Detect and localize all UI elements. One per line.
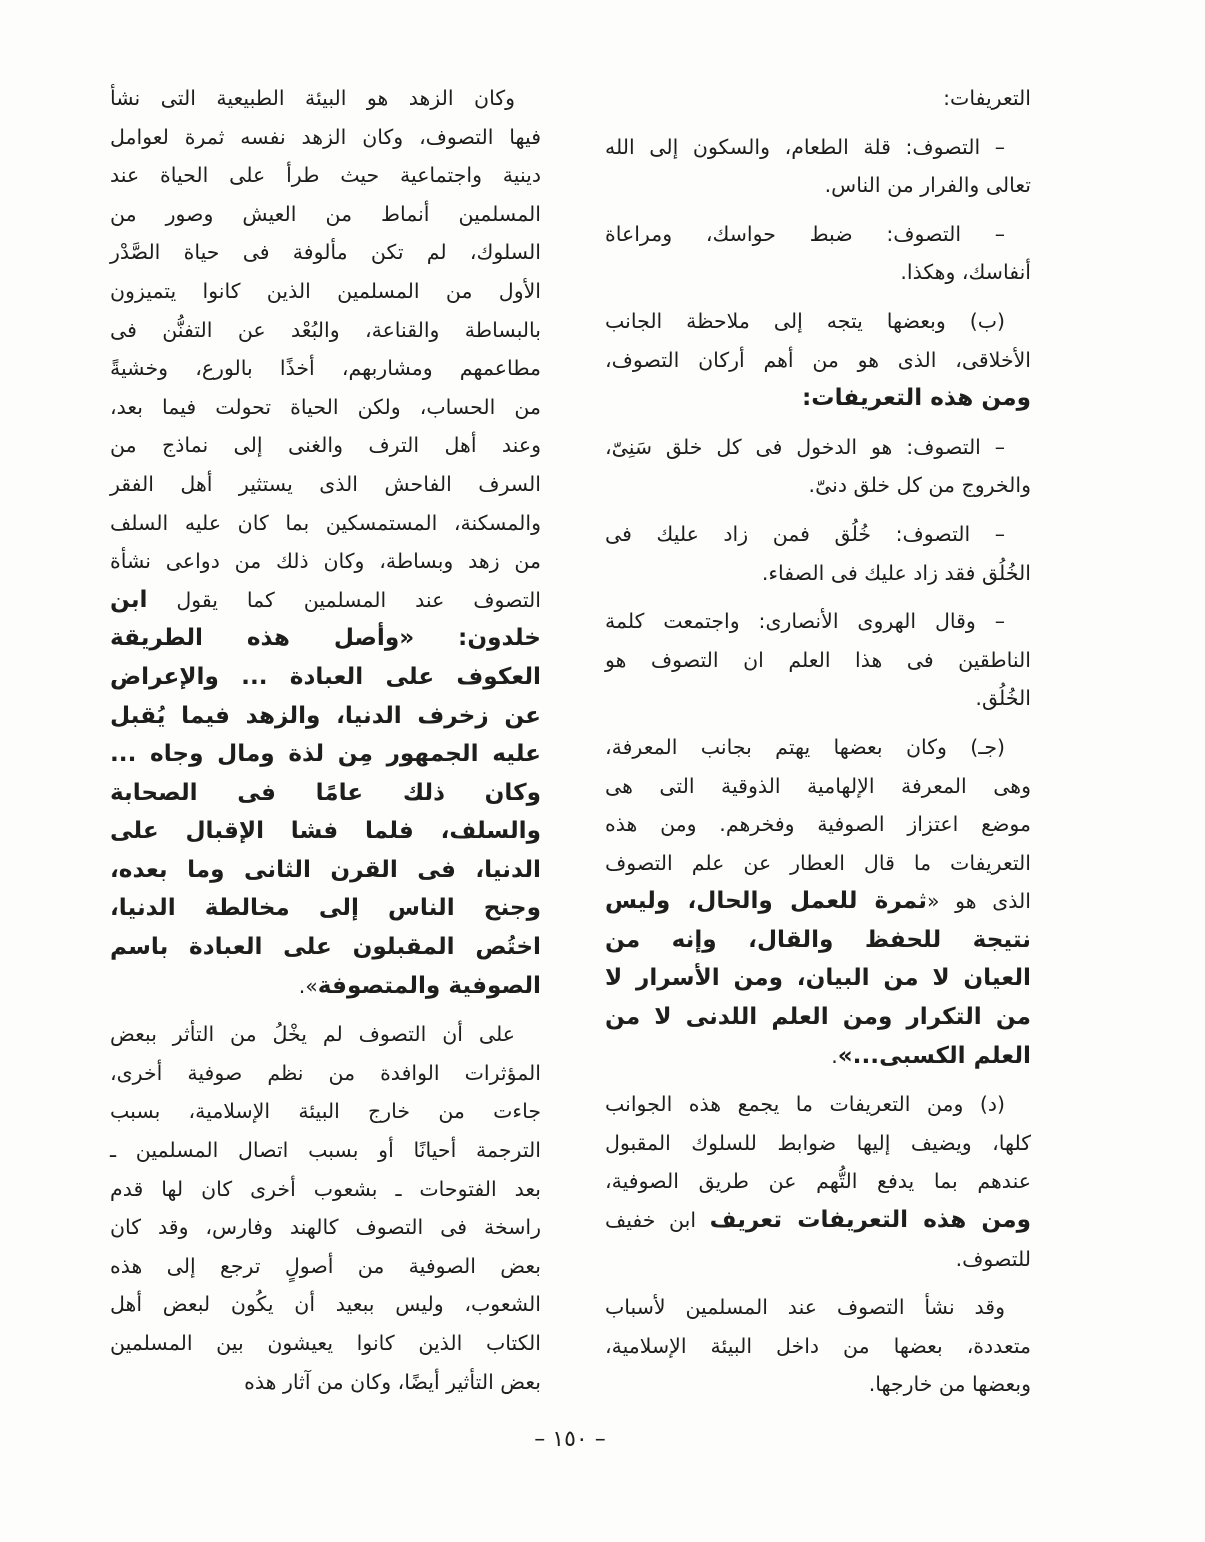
paragraph (605, 602, 1031, 718)
text-line: والخروج من كل خلق دنىّ. (808, 473, 1031, 498)
bold-text: ومن هذه التعريفات: (802, 385, 1031, 412)
bold-text: وجنح الناس إلى مخالطة الدنيا، (110, 895, 541, 922)
text-line: بعض التأثير أيضًا، وكان من آثار هذه (244, 1369, 541, 1394)
text-line: بعض الصوفية من أصولٍ ترجع إلى هذه (110, 1253, 541, 1278)
bold-text: عن زخرف الدنيا، والزهد فيما يُقبل (110, 702, 541, 729)
text-line (605, 959, 1031, 998)
bold-text: الصوفية والمتصوفة (317, 972, 541, 999)
text-line: – وقال الهروى الأنصارى: واجتمعت كلمة (605, 609, 1005, 634)
bold-text: عليه الجمهور مِن لذة ومال وجاه ... (110, 741, 541, 768)
text-line (605, 1037, 1031, 1076)
text-line: متعددة، بعضها من داخل البيئة الإسلامية، (605, 1333, 1031, 1358)
paragraph (605, 302, 1031, 418)
text-line: من زهد وبساطة، وكان ذلك من دواعى نشأة (110, 549, 541, 574)
text-line: والمسكنة، المستمسكين بما كان عليه السلف (110, 510, 541, 535)
text-line: – التصوف: هو الدخول فى كل خلق سَنِىّ، (605, 434, 1005, 459)
text-line (605, 998, 1031, 1037)
bold-text: ابن (110, 586, 148, 613)
text-line: عندهم بما يدفع التُّهم عن طريق الصوفية، (605, 1169, 1031, 1194)
bold-text: خلدون: «وأصل هذه الطريقة (110, 625, 541, 652)
text-line (605, 1201, 1031, 1240)
paragraph (110, 79, 541, 1005)
bold-text: العلم الكسبى...» (837, 1042, 1031, 1069)
text-line: كلها، ويضيف إليها ضوابط للسلوك المقبول (605, 1130, 1031, 1155)
text-line: وكان الزهد هو البيئة الطبيعية التى نشأ (110, 86, 515, 110)
text-line: (جـ) وكان بعضها يهتم بجانب المعرفة، (605, 734, 1005, 759)
text-line: (د) ومن التعريفات ما يجمع هذه الجوانب (605, 1092, 1005, 1117)
text-segment: الذى هو « (926, 889, 1031, 914)
bold-text: نتيجة للحفظ والقال، وإنه من (605, 926, 1031, 953)
bold-text: والسلف، فلما فشا الإقبال على (110, 818, 541, 845)
left-column (110, 79, 541, 1401)
text-line: – التصوف: ضبط حواسك، ومراعاة (605, 221, 1005, 246)
bold-text: اختُص المقبلون على العبادة باسم (110, 934, 541, 961)
text-line (110, 812, 541, 851)
text-line: السلوك، لم تكن مألوفة فى حياة الصَّدْر (110, 240, 541, 265)
text-line: الخُلُق. (975, 686, 1031, 711)
text-line: الترجمة أحيانًا أو بسبب اتصال المسلمين ـ (110, 1138, 541, 1163)
text-line (110, 967, 541, 1006)
text-line (110, 697, 541, 736)
text-line (605, 882, 1031, 921)
text-line: الشعوب، وليس ببعيد أن يكُون لبعض أهل (110, 1292, 541, 1317)
paragraph (110, 1015, 541, 1401)
text-segment: ». (298, 973, 318, 998)
paragraph (605, 215, 1031, 292)
text-line: للتصوف. (955, 1246, 1031, 1271)
bold-text: وكان ذلك عامًا فى الصحابة (110, 779, 541, 806)
bold-text: العيان لا من البيان، ومن الأسرار لا (605, 965, 1031, 992)
text-line (605, 379, 1031, 418)
text-line: موضع اعتزاز الصوفية وفخرهم. ومن هذه (605, 812, 1031, 837)
text-line: المؤثرات الوافدة من نظم صوفية أخرى، (110, 1060, 541, 1085)
right-column (605, 79, 1031, 1404)
bold-text: ومن هذه التعريفات تعريف (709, 1207, 1031, 1234)
text-line (110, 889, 541, 928)
text-line (110, 928, 541, 967)
paragraph (605, 1288, 1031, 1404)
bold-text: الدنيا، فى القرن الثانى وما بعده، (110, 856, 541, 883)
text-line (110, 581, 541, 620)
text-line: وعند أهل الترف والغنى إلى نماذج من (110, 433, 541, 458)
text-line: الناطقين فى هذا العلم ان التصوف هو (605, 647, 1031, 672)
text-line: الخُلُق فقد زاد عليك فى الصفاء. (761, 560, 1031, 585)
text-line: الأخلاقى، الذى هو من أهم أركان التصوف، (605, 347, 1031, 372)
paragraph (605, 428, 1031, 505)
bold-text: العكوف على العبادة ... والإعراض (110, 663, 541, 690)
paragraph (605, 515, 1031, 592)
text-segment: ابن خفيف (605, 1208, 710, 1233)
text-line: وهى المعرفة الإلهامية الذوقية التى هى (605, 773, 1031, 798)
text-line: تعالى والفرار من الناس. (824, 173, 1031, 198)
text-line: التعريفات ما قال العطار عن علم التصوف (605, 850, 1031, 875)
text-line: – التصوف: خُلُق فمن زاد عليك فى (605, 521, 1005, 546)
text-line: فيها التصوف، وكان الزهد نفسه ثمرة لعوامل (110, 124, 541, 149)
text-line (110, 851, 541, 890)
text-line: راسخة فى التصوف كالهند وفارس، وقد كان (110, 1215, 541, 1240)
text-line: (ب) وبعضها يتجه إلى ملاحظة الجانب (605, 308, 1005, 333)
text-line (110, 735, 541, 774)
text-line: على أن التصوف لم يخْلُ من التأثر ببعض (110, 1022, 515, 1047)
text-line: بعد الفتوحات ـ بشعوب أخرى كان لها قدم (110, 1176, 541, 1201)
text-line: بالبساطة والقناعة، والبُعْد عن التفنُّن فى (110, 317, 541, 342)
text-line: المسلمين أنماط من العيش وصور من (110, 201, 541, 226)
page-number: – ١٥٠ – (534, 1427, 606, 1452)
paragraph (605, 728, 1031, 1075)
text-line: مطاعمهم ومشاربهم، أخذًا بالورع، وخشيةً (110, 356, 541, 381)
text-segment: . (831, 1043, 838, 1068)
text-line: السرف الفاحش الذى يستثير أهل الفقر (110, 471, 541, 496)
paragraph (605, 128, 1031, 205)
text-line: دينية واجتماعية حيث طرأ على الحياة عند (110, 163, 541, 188)
paragraph (605, 1085, 1031, 1278)
text-line: وبعضها من خارجها. (868, 1372, 1031, 1397)
section-heading: التعريفات: (943, 86, 1031, 110)
text-line (110, 619, 541, 658)
bold-text: ثمرة للعمل والحال، وليس (605, 888, 927, 915)
text-line (110, 774, 541, 813)
text-line: جاءت من خارج البيئة الإسلامية، بسبب (110, 1099, 541, 1124)
bold-text: من التكرار ومن العلم اللدنى لا من (605, 1004, 1031, 1031)
text-line: من الحساب، ولكن الحياة تحولت فيما بعد، (110, 394, 541, 419)
text-segment: التصوف عند المسلمين كما يقول (147, 587, 541, 612)
text-line: الكتاب الذين كانوا يعيشون بين المسلمين (110, 1331, 541, 1355)
text-line: الأول من المسلمين الذين كانوا يتميزون (110, 278, 541, 303)
text-line (110, 658, 541, 697)
text-line: – التصوف: قلة الطعام، والسكون إلى الله (605, 134, 1005, 159)
text-line: وقد نشأ التصوف عند المسلمين لأسباب (605, 1295, 1005, 1320)
text-line (605, 921, 1031, 960)
text-line: أنفاسك، وهكذا. (900, 260, 1031, 285)
